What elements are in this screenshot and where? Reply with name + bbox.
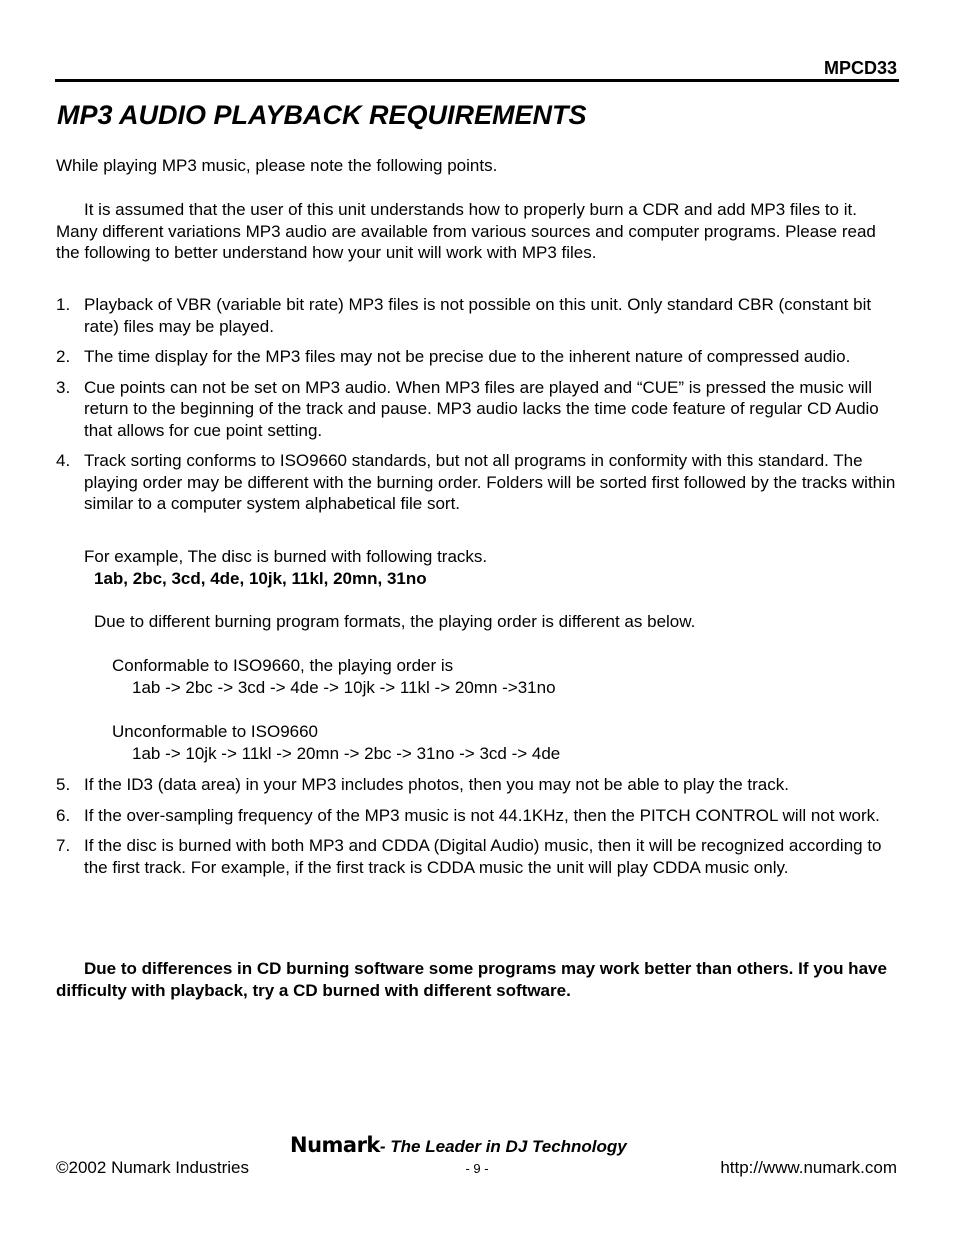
item-text: If the ID3 (data area) in your MP3 includes photos, then you may not be able to play the track. xyxy=(84,775,789,794)
page-number: - 9 - xyxy=(465,1161,489,1176)
item-number: 2. xyxy=(56,347,71,366)
item-number: 1. xyxy=(56,295,71,314)
conformable-label: Conformable to ISO9660, the playing order is xyxy=(112,656,454,675)
example-due: Due to different burning program formats, the playing order is different as below. xyxy=(94,612,696,631)
software-note: Due to differences in CD burning software some programs may work better than others. If you have difficulty with playback, try a CD burned with different software. xyxy=(56,959,887,1000)
example-lead: For example, The disc is burned with following tracks. xyxy=(84,547,488,566)
conformable-block xyxy=(112,655,922,698)
item-number: 5. xyxy=(56,775,71,794)
list-item xyxy=(56,805,898,827)
numark-logo: Numark xyxy=(290,1133,380,1157)
page-title: MP3 AUDIO PLAYBACK REQUIREMENTS xyxy=(57,100,587,130)
list-item xyxy=(56,450,898,515)
list-item xyxy=(56,346,898,368)
item-text: If the disc is burned with both MP3 and CDDA (Digital Audio) music, then it will be recognized according to the first track. For example, if the first track is CDDA music the unit will play CDDA music only. xyxy=(84,836,882,877)
item-text: The time display for the MP3 files may not be precise due to the inherent nature of compressed audio. xyxy=(84,347,851,366)
item-number: 3. xyxy=(56,377,71,397)
example-block xyxy=(84,546,894,589)
unconformable-label: Unconformable to ISO9660 xyxy=(112,722,319,741)
tagline-text: - The Leader in DJ Technology xyxy=(379,1137,627,1156)
item-number: 7. xyxy=(56,836,71,855)
requirements-list-b xyxy=(56,774,898,887)
unconformable-order: 1ab -> 10jk -> 11kl -> 20mn -> 2bc -> 31no -> 3cd -> 4de xyxy=(132,743,561,763)
requirements-list-a xyxy=(56,294,898,524)
copyright: ©2002 Numark Industries xyxy=(56,1158,250,1177)
list-item xyxy=(56,774,898,796)
list-item xyxy=(56,294,898,337)
unconformable-block xyxy=(112,721,922,764)
conformable-order: 1ab -> 2bc -> 3cd -> 4de -> 10jk -> 11kl -> 20mn ->31no xyxy=(132,677,556,697)
item-number: 6. xyxy=(56,805,71,825)
list-item xyxy=(56,835,898,878)
example-tracks: 1ab, 2bc, 3cd, 4de, 10jk, 11kl, 20mn, 31no xyxy=(94,568,427,588)
item-number: 4. xyxy=(56,451,71,470)
item-text: Playback of VBR (variable bit rate) MP3 files is not possible on this unit. Only standard CBR (constant bit rate) files may be played. xyxy=(84,295,872,336)
assumption-text: It is assumed that the user of this unit understands how to properly burn a CDR and add MP3 files to it. Many different variations MP3 audio are available from various sources and computer programs. Please read the following to better understand how your unit will work with MP3 files. xyxy=(56,200,876,262)
website-url: http://www.numark.com xyxy=(720,1158,897,1177)
list-item xyxy=(56,377,898,442)
header-rule xyxy=(55,79,899,82)
item-text: Cue points can not be set on MP3 audio. When MP3 files are played and “CUE” is pressed the music will return to the beginning of the track and pause. MP3 audio lacks the time code feature of regular CD Audio that allows for cue point setting. xyxy=(84,377,879,440)
intro-text: While playing MP3 music, please note the following points. xyxy=(56,156,498,175)
item-text: If the over-sampling frequency of the MP3 music is not 44.1KHz, then the PITCH CONTROL will not work. xyxy=(84,805,880,825)
item-text: Track sorting conforms to ISO9660 standards, but not all programs in conformity with this standard. The playing order may be different with the burning order. Folders will be sorted first followed by the tracks within similar to a computer system alphabetical file sort. xyxy=(84,451,896,513)
footer-tagline xyxy=(290,1133,627,1157)
model-number: MPCD33 xyxy=(823,58,897,78)
